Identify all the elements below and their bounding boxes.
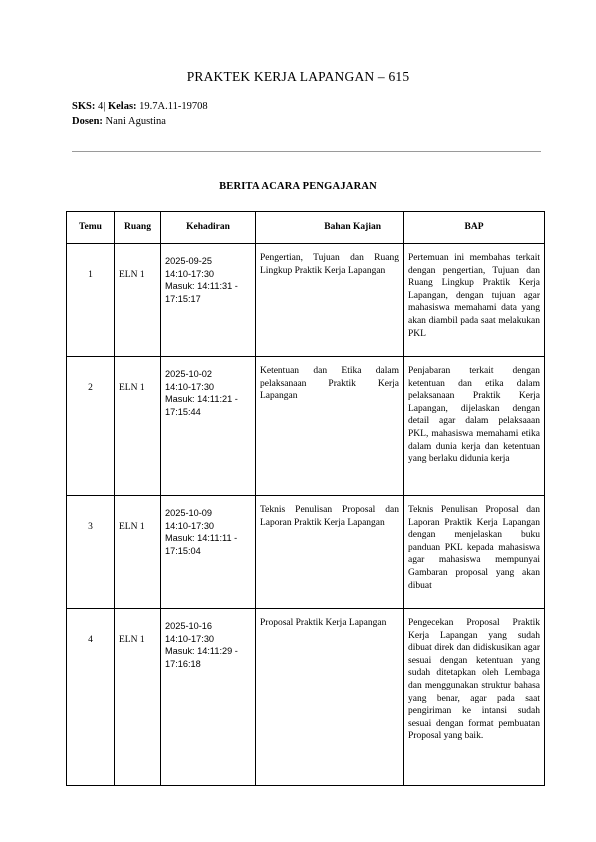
cell-ruang: ELN 1 — [115, 609, 161, 786]
kehadiran-date: 2025-10-09 — [165, 508, 212, 518]
cell-temu: 3 — [67, 496, 115, 609]
lecturer-line — [72, 116, 166, 127]
table-header-row — [67, 212, 545, 244]
header-divider — [72, 151, 541, 152]
cell-bahan-kajian: Pengertian, Tujuan dan Ruang Lingkup Praktik Kerja Lapangan — [256, 244, 404, 357]
kelas-value: 19.7A.11-19708 — [139, 101, 208, 112]
column-header-bap: BAP — [404, 212, 545, 244]
dosen-label: Dosen: — [72, 116, 103, 127]
cell-temu: 4 — [67, 609, 115, 786]
kehadiran-checkout: 17:15:04 — [165, 545, 201, 556]
kehadiran-time: 14:10-17:30 — [165, 520, 215, 531]
cell-bahan-kajian: Ketentuan dan Etika dalam pelaksanaan Praktik Kerja Lapangan — [256, 357, 404, 496]
dosen-value: Nani Agustina — [105, 116, 166, 127]
column-header-kehadiran: Kehadiran — [161, 212, 256, 244]
cell-bahan-kajian: Proposal Praktik Kerja Lapangan — [256, 609, 404, 786]
table-row — [67, 357, 545, 496]
kehadiran-checkout: 17:16:18 — [165, 658, 201, 669]
cell-temu: 2 — [67, 357, 115, 496]
table-row — [67, 609, 545, 786]
kehadiran-checkout: 17:15:44 — [165, 406, 201, 417]
kehadiran-date: 2025-10-02 — [165, 369, 212, 379]
column-header-bahan-kajian: Bahan Kajian — [256, 212, 404, 244]
course-meta-line — [72, 101, 208, 112]
sks-value: 4 — [97, 101, 104, 112]
sks-label: SKS: — [72, 101, 96, 112]
kehadiran-date: 2025-09-25 — [165, 256, 212, 266]
cell-ruang: ELN 1 — [115, 357, 161, 496]
kehadiran-checkin: Masuk: 14:11:11 - — [165, 533, 238, 544]
document-title: PRAKTEK KERJA LAPANGAN – 615 — [186, 69, 410, 84]
cell-temu: 1 — [67, 244, 115, 357]
section-title: BERITA ACARA PENGAJARAN — [219, 181, 377, 192]
kehadiran-date: 2025-10-16 — [165, 621, 212, 631]
kehadiran-time: 14:10-17:30 — [165, 633, 215, 644]
kehadiran-checkin: Masuk: 14:11:29 - — [165, 646, 238, 657]
cell-bap: Teknis Penulisan Proposal dan Laporan Praktik Kerja Lapangan dengan menjelaskan buku panduan PKL kepada mahasiswa agar mahasiswa mempunyai Gambaran proposal yang akan dibuat — [404, 496, 545, 609]
kehadiran-checkout: 17:15:17 — [165, 293, 201, 304]
table-row — [67, 244, 545, 357]
kehadiran-time: 14:10-17:30 — [165, 381, 215, 392]
cell-kehadiran — [161, 244, 256, 357]
cell-ruang: ELN 1 — [115, 244, 161, 357]
cell-bap: Penjabaran terkait dengan ketentuan dan etika dalam pelaksanaan Praktik Kerja Lapangan, dijelaskan dengan detail agar dalam pelaksaaan PKL, mahasiswa memahami etika dalam dunia kerja dan ketentuan yang berlaku didunia kerja — [404, 357, 545, 496]
table-row — [67, 496, 545, 609]
cell-kehadiran — [161, 496, 256, 609]
cell-bahan-kajian: Teknis Penulisan Proposal dan Laporan Praktik Kerja Lapangan — [256, 496, 404, 609]
kehadiran-checkin: Masuk: 14:11:31 - — [165, 281, 238, 292]
cell-bap: Pertemuan ini membahas terkait dengan pengertian, Tujuan dan Ruang Lingkup Praktik Kerja Lapangan, dengan tujuan agar mahasiswa memahami data yang akan diambil pada saat melakukan PKL — [404, 244, 545, 357]
kelas-label: Kelas: — [107, 101, 137, 112]
cell-kehadiran — [161, 609, 256, 786]
cell-ruang: ELN 1 — [115, 496, 161, 609]
meta-separator: | — [103, 101, 106, 112]
cell-kehadiran — [161, 357, 256, 496]
column-header-temu: Temu — [67, 212, 115, 244]
teaching-record-table — [66, 211, 545, 786]
kehadiran-time: 14:10-17:30 — [165, 268, 215, 279]
cell-bap: Pengecekan Proposal Praktik Kerja Lapangan yang sudah dibuat direk dan didiskusikan agar sesuai dengan ketentuan yang sudah ditetapkan oleh Lembaga dan menggunakan struktur bahasa yang benar, agar pada saat pengiriman ke intansi sudah sesuai dengan format pembuatan Proposal yang baik. — [404, 609, 545, 786]
column-header-ruang: Ruang — [115, 212, 161, 244]
kehadiran-checkin: Masuk: 14:11:21 - — [165, 394, 238, 405]
